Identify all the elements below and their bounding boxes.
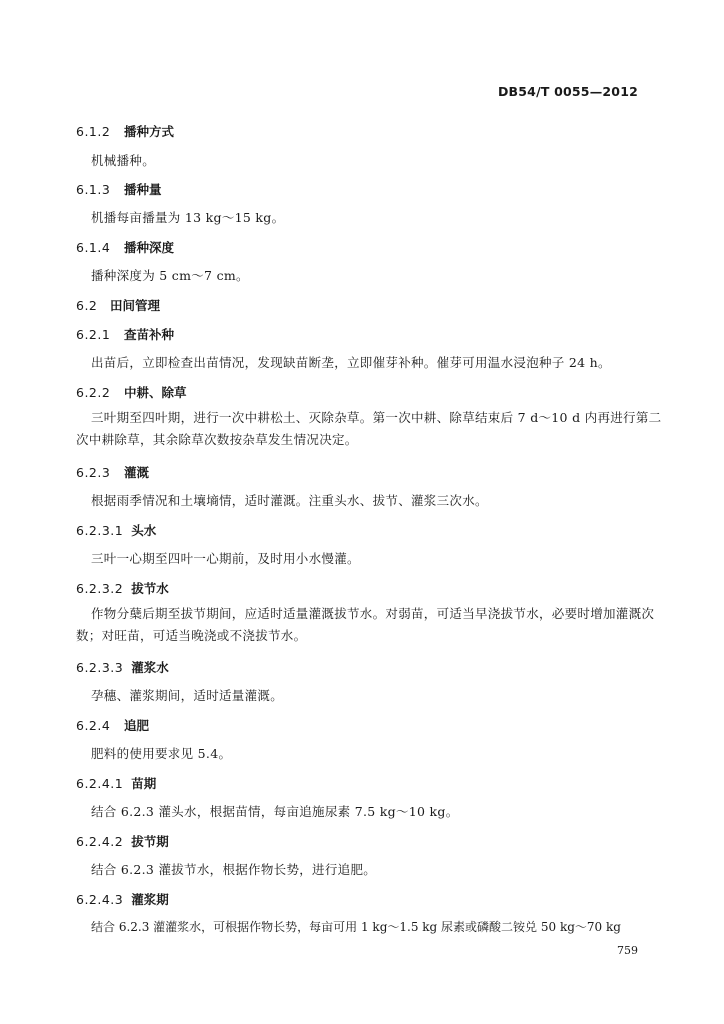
document-code: DB54/T 0055—2012 (497, 84, 638, 99)
section-text-6-1-2: 机械播种。 (91, 153, 156, 168)
section-text-6-2-4-2: 结合 6.2.3 灌拔节水，根据作物长势，进行追肥。 (91, 862, 377, 877)
section-number: 6.1.4 (76, 240, 111, 255)
section-number: 6.2.4.3 (76, 892, 124, 907)
section-heading-6-2-3-1 (76, 521, 156, 539)
section-text-6-2-3-1: 三叶一心期至四叶一心期前，及时用小水慢灌。 (91, 551, 360, 566)
section-title: 播种量 (124, 182, 162, 197)
section-text-6-2-4-1: 结合 6.2.3 灌头水，根据苗情，每亩追施尿素 7.5 kg～10 kg。 (91, 804, 459, 819)
section-title: 查苗补种 (124, 327, 175, 342)
section-title: 苗期 (131, 776, 157, 791)
section-text-6-2-1: 出苗后，立即检查出苗情况，发现缺苗断垄，立即催芽补种。催芽可用温水浸泡种子 24 h。 (91, 355, 611, 370)
section-title: 追肥 (124, 718, 150, 733)
section-heading-6-2-3 (76, 463, 149, 481)
section-heading-6-1-2 (76, 122, 174, 140)
section-heading-6-2-3-2 (76, 579, 169, 597)
section-heading-6-2-2 (76, 383, 187, 401)
section-number: 6.2.3 (76, 465, 111, 480)
section-title: 头水 (131, 523, 157, 538)
section-title: 拔节水 (131, 581, 169, 596)
section-title: 灌浆期 (131, 892, 169, 907)
section-title: 中耕、除草 (124, 385, 187, 400)
section-number: 6.2.4.2 (76, 834, 124, 849)
section-number: 6.2.4 (76, 718, 111, 733)
section-text-6-1-4: 播种深度为 5 cm～7 cm。 (91, 268, 249, 283)
section-text-6-1-3: 机播每亩播量为 13 kg～15 kg。 (91, 210, 285, 225)
section-heading-6-1-3 (76, 180, 162, 198)
section-number: 6.2 (76, 298, 98, 313)
section-title: 拔节期 (131, 834, 169, 849)
page-number: 759 (617, 944, 638, 957)
section-heading-6-2 (76, 296, 160, 314)
section-number: 6.2.3.1 (76, 523, 124, 538)
section-text-6-2-4-3: 结合 6.2.3 灌灌浆水，可根据作物长势，每亩可用 1 kg～1.5 kg 尿素或磷酸二铵兑 50 kg～70 kg (91, 920, 621, 934)
section-number: 6.2.4.1 (76, 776, 124, 791)
section-text-6-2-3-3: 孕穗、灌浆期间，适时适量灌溉。 (91, 688, 284, 703)
section-title: 播种方式 (124, 124, 175, 139)
section-text-6-2-4: 肥料的使用要求见 5.4。 (91, 746, 232, 761)
section-title: 灌浆水 (131, 660, 169, 675)
section-heading-6-2-3-3 (76, 658, 169, 676)
paragraph-line: 次中耕除草，其余除草次数按杂草发生情况决定。 (76, 432, 358, 447)
section-text-6-2-3-2 (76, 603, 655, 647)
section-heading-6-2-4 (76, 716, 149, 734)
paragraph-line: 三叶期至四叶期，进行一次中耕松土、灭除杂草。第一次中耕、除草结束后 7 d～10 d 内再进行第二 (91, 410, 662, 425)
section-heading-6-2-4-2 (76, 832, 169, 850)
section-number: 6.2.2 (76, 385, 111, 400)
section-number: 6.2.3.3 (76, 660, 124, 675)
section-title: 田间管理 (110, 298, 161, 313)
section-text-6-2-3: 根据雨季情况和土壤墒情，适时灌溉。注重头水、拔节、灌浆三次水。 (91, 493, 488, 508)
section-title: 灌溉 (124, 465, 150, 480)
section-number: 6.1.3 (76, 182, 111, 197)
paragraph-line: 数；对旺苗，可适当晚浇或不浇拔节水。 (76, 628, 307, 643)
section-number: 6.1.2 (76, 124, 111, 139)
section-text-6-2-2 (76, 407, 662, 451)
section-heading-6-2-4-3 (76, 890, 169, 908)
section-title: 播种深度 (124, 240, 175, 255)
section-heading-6-2-4-1 (76, 774, 156, 792)
section-number: 6.2.1 (76, 327, 111, 342)
paragraph-line: 作物分蘖后期至拔节期间，应适时适量灌溉拔节水。对弱苗，可适当早浇拔节水，必要时增加灌溉次 (91, 606, 655, 621)
section-heading-6-2-1 (76, 325, 174, 343)
section-heading-6-1-4 (76, 238, 174, 256)
section-number: 6.2.3.2 (76, 581, 124, 596)
